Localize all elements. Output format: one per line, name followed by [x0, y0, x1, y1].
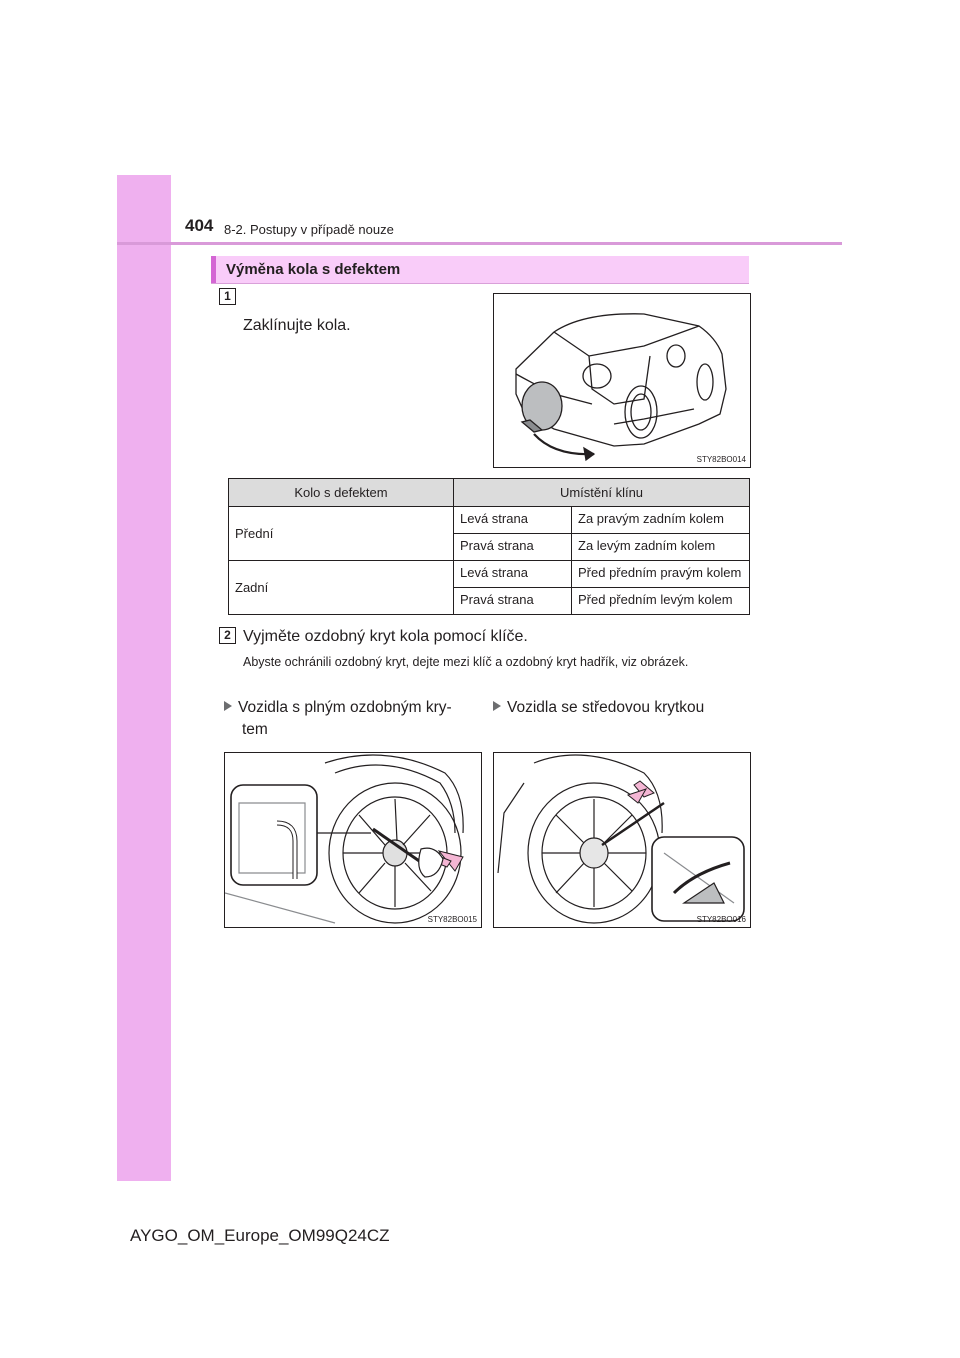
- table-header-cell: Umístění klínu: [454, 479, 750, 507]
- table-cell-position: Přední: [229, 507, 454, 561]
- section-heading: [211, 256, 749, 283]
- table-cell-location: Za levým zadním kolem: [572, 534, 750, 561]
- table-cell-side: Pravá strana: [454, 534, 572, 561]
- table-row: [229, 507, 750, 534]
- note-text: Abyste ochránili ozdobný kryt, dejte mezi klíč a ozdobný kryt hadřík, viz obrázek.: [243, 655, 689, 669]
- figure-code-3: STY82BO016: [696, 915, 746, 924]
- option-left-line1: Vozidla s plným ozdobným kry-: [238, 699, 452, 716]
- step-number-1: 1: [219, 288, 236, 305]
- table-row: [229, 561, 750, 588]
- chapter-sidebar-tab: [117, 175, 171, 1181]
- center-cap-illustration: [494, 753, 750, 927]
- table-cell-side: Levá strana: [454, 561, 572, 588]
- wedge-location-table: [228, 478, 750, 615]
- triangle-bullet-icon: [224, 701, 232, 711]
- option-full-wheel-cover: [224, 697, 474, 741]
- triangle-bullet-icon: [493, 701, 501, 711]
- option-right-text: Vozidla se středovou krytkou: [507, 699, 705, 716]
- car-illustration: [494, 294, 750, 467]
- figure-code-1: STY82BO014: [696, 455, 746, 464]
- table-cell-location: Před předním levým kolem: [572, 588, 750, 615]
- section-heading-text: Výměna kola s defektem: [226, 261, 401, 278]
- table-header-cell: Kolo s defektem: [229, 479, 454, 507]
- step-number-2: 2: [219, 627, 236, 644]
- chapter-title: 8-2. Postupy v případě nouze: [224, 222, 394, 237]
- table-cell-side: Pravá strana: [454, 588, 572, 615]
- table-cell-location: Před předním pravým kolem: [572, 561, 750, 588]
- table-cell-side: Levá strana: [454, 507, 572, 534]
- header-divider: [117, 242, 842, 245]
- figure-code-2: STY82BO015: [427, 915, 477, 924]
- step-2-text: Vyjměte ozdobný kryt kola pomocí klíče.: [243, 628, 528, 645]
- figure-full-wheel-cover: [224, 752, 482, 928]
- figure-center-cap: [493, 752, 751, 928]
- step-1-text: Zaklínujte kola.: [243, 317, 351, 334]
- section-underline: [211, 283, 749, 284]
- option-center-cap: [493, 697, 749, 719]
- page-number: 404: [185, 216, 214, 235]
- option-left-line2: tem: [242, 721, 268, 738]
- wheel-cover-illustration: [225, 753, 481, 927]
- table-cell-location: Za pravým zadním kolem: [572, 507, 750, 534]
- figure-chock-wheels: [493, 293, 751, 468]
- document-code: AYGO_OM_Europe_OM99Q24CZ: [130, 1226, 390, 1245]
- table-cell-position: Zadní: [229, 561, 454, 615]
- table-header-row: [229, 479, 750, 507]
